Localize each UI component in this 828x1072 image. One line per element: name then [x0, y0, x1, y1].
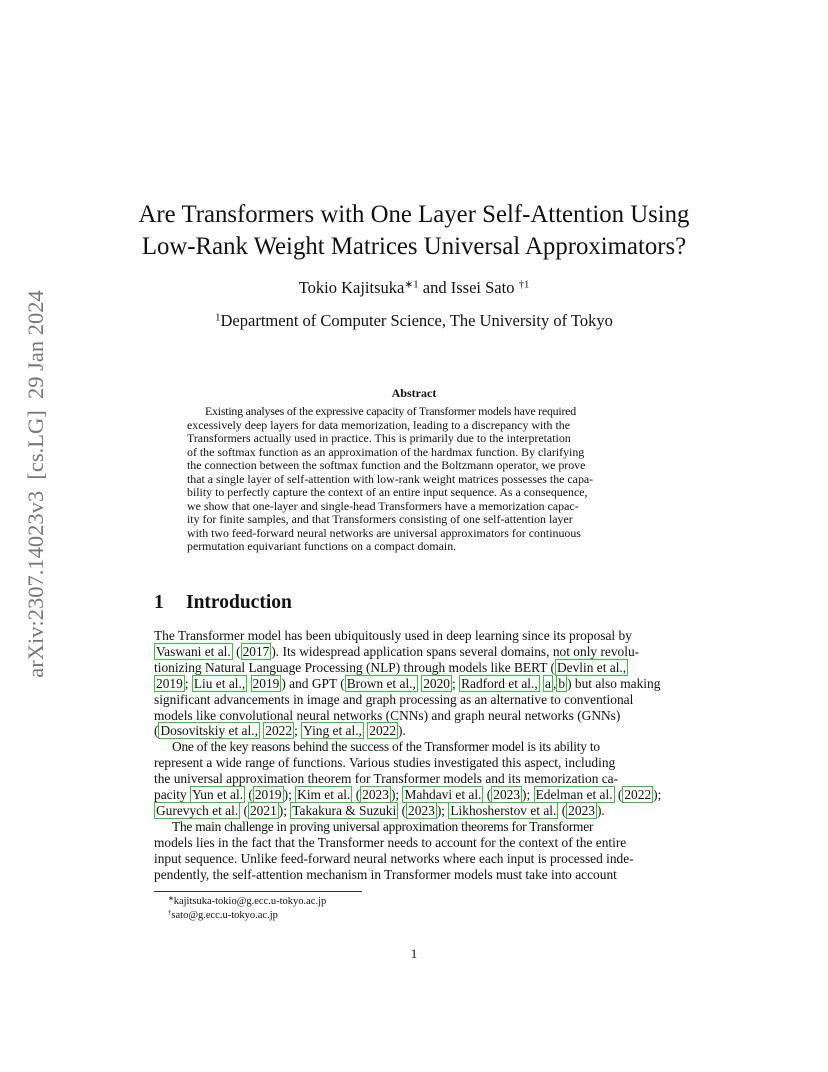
citation-link[interactable]: 2021: [249, 802, 277, 818]
citation-link[interactable]: Takakura & Suzuki: [292, 802, 397, 818]
abstract-line: permutation equivariant functions on a compact domain.: [187, 539, 457, 553]
citation-link[interactable]: Ying et al.,: [303, 723, 362, 739]
citation-link[interactable]: 2023: [568, 802, 595, 818]
body-text: pacity: [154, 787, 191, 803]
citation-link[interactable]: 2023: [493, 787, 521, 803]
citation-link[interactable]: Gurevych et al.: [156, 802, 239, 818]
body-line: input sequence. Unlike feed-forward neural networks where each input is processed inde-: [154, 850, 634, 866]
body-line: The main challenge in proving universal approximation theorems for Transformer: [172, 818, 594, 834]
author-name: Tokio Kajitsuka: [298, 278, 405, 297]
citation-link[interactable]: 2023: [408, 802, 435, 818]
abstract-line: Existing analyses of the expressive capacity of Transformer models have required: [205, 404, 576, 418]
body-line: 2019 ; Liu et al., 2019 ) and GPT ( Brown et al., 2020 ; Radford et al., a , b ) but also making: [156, 675, 661, 691]
citation-link[interactable]: Kim et al.: [297, 787, 351, 803]
citation-link[interactable]: 2019: [156, 675, 183, 691]
introduction-body: [154, 628, 674, 883]
affiliation-text: Department of Computer Science, The University of Tokyo: [220, 311, 613, 330]
section-heading: [154, 592, 292, 614]
citation-link[interactable]: Yun et al.: [192, 787, 244, 803]
body-line: models lies in the fact that the Transformer needs to account for the context of the entire: [154, 834, 627, 850]
abstract-line: Transformers actually used in practice. This is primarily due to the interpretation: [187, 431, 571, 445]
citation-link[interactable]: Vaswani et al.: [156, 643, 231, 659]
citation-link[interactable]: Likhosherstov et al.: [450, 802, 557, 818]
body-text: tionizing Natural Language Processing (NLP) through models like BERT (: [154, 659, 555, 675]
paper-title: [100, 199, 728, 263]
abstract-line: bility to perfectly capture the context of an entire input sequence. As a consequence,: [187, 485, 588, 499]
citation-link[interactable]: Radford et al.,: [461, 675, 538, 691]
body-line: models like convolutional neural networks (CNNs) and graph neural networks (GNNs): [154, 707, 621, 723]
citation-link[interactable]: 2023: [362, 787, 389, 803]
footnote-2: [168, 909, 326, 923]
author-list: [100, 278, 728, 298]
body-text: ). Its widespread application spans several domains, not only revolu-: [271, 643, 640, 659]
author-footnote-mark: †1: [518, 278, 530, 291]
body-line: [154, 660, 674, 676]
footnote-rule: [154, 891, 362, 892]
citation-link[interactable]: Liu et al.,: [193, 675, 246, 691]
citation-link[interactable]: 2019: [254, 787, 282, 803]
abstract-line: with two feed-forward neural networks are universal approximators for continuous: [187, 525, 581, 540]
affiliation-mark: 1: [215, 311, 221, 324]
body-line: represent a wide range of functions. Various studies investigated this aspect, including: [154, 755, 616, 771]
citation-link[interactable]: Devlin et al.,: [556, 659, 627, 675]
footnote-email: sato@g.ecc.u-tokyo.ac.jp: [171, 909, 278, 921]
author-footnote-mark: ∗1: [404, 278, 419, 291]
arxiv-identifier-stamp: [16, 290, 56, 678]
footnote-mark: ∗: [168, 895, 174, 903]
citation-link[interactable]: 2022: [624, 787, 652, 803]
citation-link[interactable]: a: [545, 675, 551, 691]
author-name: Issei Sato: [450, 278, 519, 297]
body-line: significant advancements in image and graph processing as an alternative to conventional: [154, 691, 634, 707]
citation-link[interactable]: 2020: [423, 675, 450, 691]
section-number: 1: [154, 592, 164, 613]
abstract-line: of the softmax function as an approximation of the hardmax function. By clarifying: [187, 444, 585, 459]
citation-link[interactable]: Dosovitskiy et al.,: [160, 723, 258, 739]
body-line: pendently, the self-attention mechanism in Transformer models must take into account: [154, 866, 617, 882]
citation-link[interactable]: 2022: [265, 723, 293, 739]
body-text: ) but also making: [567, 675, 661, 691]
abstract-line: that a single layer of self-attention with low-rank weight matrices possesses the capa-: [187, 471, 594, 486]
author-conjunction: and: [418, 278, 451, 297]
citation-link[interactable]: 2017: [242, 643, 270, 659]
abstract-line: ity for finite samples, and that Transformers consisting of one self-attention layer: [187, 512, 573, 526]
citation-link[interactable]: 2022: [369, 723, 397, 739]
section-title: Introduction: [186, 592, 292, 613]
title-line-1: Are Transformers with One Layer Self-Attention Using: [138, 201, 690, 228]
citation-link[interactable]: b: [558, 675, 566, 691]
footnote-email: kajitsuka-tokio@g.ecc.u-tokyo.ac.jp: [173, 896, 327, 907]
title-line-2: Low-Rank Weight Matrices Universal Approximators?: [141, 233, 687, 260]
footnote-1: [168, 895, 326, 909]
abstract-heading: Abstract: [391, 386, 437, 400]
arxiv-identifier-text: arXiv:2307.14023v3 [cs.LG] 29 Jan 2024: [23, 290, 48, 678]
footnote-mark: †: [168, 909, 172, 917]
body-line: pacity Yun et al. ( 2019 ); Kim et al. ( 2023 ); Mahdavi et al. ( 2023 ); Edelman et al. ( 2022 );: [154, 787, 662, 803]
abstract-line: excessively deep layers for data memorization, leading to a discrepancy with the: [187, 417, 570, 432]
footnotes: [168, 895, 326, 922]
citation-link[interactable]: Edelman et al.: [535, 787, 613, 803]
body-line: Vaswani et al. ( 2017 ). Its widespread application spans several domains, not only revolu-: [156, 643, 640, 659]
citation-link[interactable]: Brown et al.,: [346, 675, 416, 691]
body-line: Gurevych et al. ( 2021 ); Takakura & Suzuki ( 2023 ); Likhosherstov et al. ( 2023 ).: [156, 802, 605, 818]
body-line: One of the key reasons behind the success of the Transformer model is its ability to: [172, 739, 600, 755]
affiliation: [100, 311, 728, 331]
abstract-line: the connection between the softmax function and the Boltzmann operator, we prove: [187, 458, 586, 472]
citation-link[interactable]: Mahdavi et al.: [404, 787, 482, 803]
body-line: The Transformer model has been ubiquitously used in deep learning since its proposal by: [154, 628, 632, 643]
body-line: the universal approximation theorem for Transformer models and its memorization ca-: [154, 771, 619, 787]
body-text: ) and GPT (: [281, 675, 345, 691]
page-number: 1: [410, 946, 418, 961]
body-line: ( Dosovitskiy et al., 2022 ; Ying et al., 2022 ).: [154, 723, 406, 739]
abstract-line: we show that one-layer and single-head Transformers have a memorization capac-: [187, 498, 579, 513]
citation-link[interactable]: 2019: [252, 675, 280, 691]
abstract-body: [187, 405, 641, 554]
